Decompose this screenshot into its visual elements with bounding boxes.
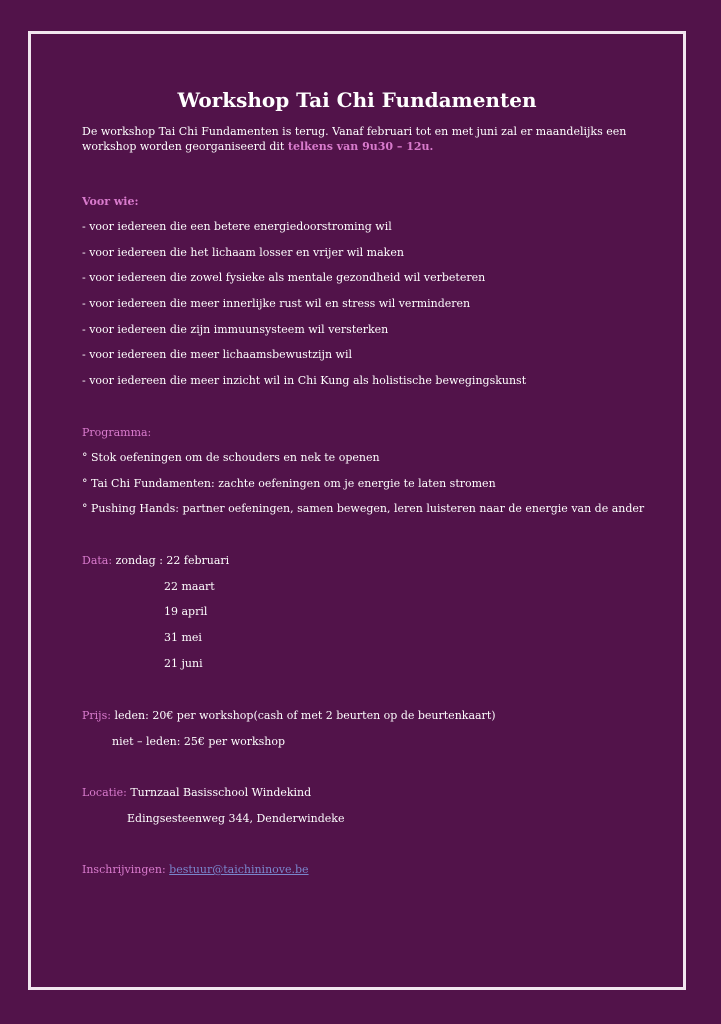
date-first: zondag : 22 februari — [115, 554, 230, 567]
programma-item: ° Stok oefeningen om de schouders en nek te openen — [82, 451, 380, 464]
prijs-label: Prijs: — [82, 709, 111, 722]
voor-wie-item: - voor iedereen die zijn immuunsysteem wil versterken — [82, 323, 389, 336]
programma-item: ° Tai Chi Fundamenten: zachte oefeningen om je energie te laten stromen — [82, 477, 496, 490]
email-link[interactable]: bestuur@taichininove.be — [169, 863, 309, 876]
voor-wie-item: - voor iedereen die meer lichaamsbewustzijn wil — [82, 348, 352, 361]
voor-wie-item: - voor iedereen die meer inzicht wil in Chi Kung als holistische bewegingskunst — [82, 374, 527, 387]
locatie-name: Turnzaal Basisschool Windekind — [130, 786, 312, 799]
locatie-row — [82, 785, 311, 800]
voor-wie-item: - voor iedereen die een betere energiedoorstroming wil — [82, 220, 392, 233]
locatie-label: Locatie: — [82, 786, 127, 799]
date-item: 22 maart — [164, 580, 215, 593]
voor-wie-item: - voor iedereen die meer innerlijke rust wil en stress wil verminderen — [82, 297, 471, 310]
date-item: 31 mei — [164, 631, 202, 644]
programma-item: ° Pushing Hands: partner oefeningen, samen bewegen, leren luisteren naar de energie van de ander — [82, 502, 645, 515]
data-row — [82, 553, 229, 568]
programma-heading: Programma: — [82, 426, 152, 439]
voor-wie-item: - voor iedereen die zowel fysieke als mentale gezondheid wil verbeteren — [82, 271, 486, 284]
prijs-non-members: niet – leden: 25€ per workshop — [112, 735, 286, 748]
inschrijvingen-label: Inschrijvingen: — [82, 863, 166, 876]
prijs-members: leden: 20€ per workshop(cash of met 2 beurten op de beurtenkaart) — [114, 709, 496, 722]
intro-time-highlight: telkens van 9u30 – 12u. — [287, 140, 434, 153]
inschrijvingen-row — [82, 862, 309, 877]
page-title: Workshop Tai Chi Fundamenten — [177, 88, 537, 112]
data-label: Data: — [82, 554, 113, 567]
date-item: 19 april — [164, 605, 208, 618]
locatie-address: Edingsesteenweg 344, Denderwindeke — [127, 812, 345, 825]
voor-wie-item: - voor iedereen die het lichaam losser en vrijer wil maken — [82, 246, 404, 259]
prijs-row — [82, 708, 496, 723]
intro-text: De workshop Tai Chi Fundamenten is terug. Vanaf februari tot en met juni zal er maandelijks een workshop worden georganiseerd dit — [82, 125, 627, 153]
voor-wie-heading: Voor wie: — [82, 195, 139, 208]
date-item: 21 juni — [164, 657, 203, 670]
intro-paragraph — [82, 124, 642, 154]
